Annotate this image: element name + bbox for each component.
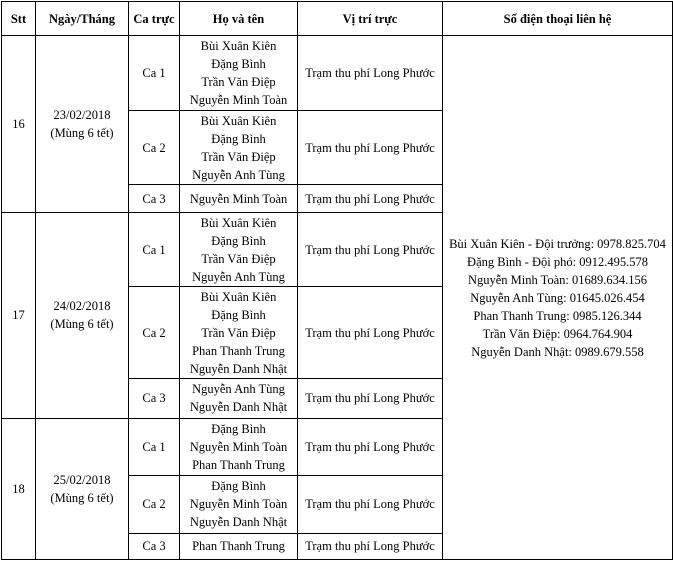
- location-cell: [298, 379, 443, 418]
- location-cell: [298, 287, 443, 379]
- header-stt: Stt: [2, 2, 36, 36]
- names-cell: [180, 287, 298, 379]
- location-cell-line: Trạm thu phí Long Phước: [305, 391, 435, 406]
- names-cell-line: Phan Thanh Trung: [192, 457, 285, 472]
- shift-cell: [129, 287, 180, 379]
- date-cell-line: 23/02/2018: [53, 107, 111, 122]
- names-cell-line: Bùi Xuân Kiên: [200, 289, 277, 304]
- names-cell: [180, 185, 298, 212]
- names-cell: [180, 476, 298, 534]
- names-cell-line: Nguyễn Minh Toàn: [189, 191, 288, 206]
- header-date: Ngày/Tháng: [36, 2, 129, 36]
- names-cell-line: Nguyễn Minh Toàn: [189, 439, 288, 454]
- stt-cell: [2, 36, 36, 213]
- shift-cell-line: Ca 3: [142, 539, 166, 554]
- contacts-cell-line: Nguyễn Minh Toàn: 01689.634.156: [467, 272, 648, 287]
- names-cell: [180, 533, 298, 559]
- names-cell-line: Nguyễn Danh Nhật: [189, 400, 288, 415]
- contacts-cell: [443, 36, 673, 560]
- names-cell-line: Nguyễn Anh Tùng: [192, 167, 285, 182]
- names-cell-line: Đặng Bình: [211, 307, 266, 322]
- contacts-cell-line: Đặng Bình - Đội phó: 0912.495.578: [467, 254, 648, 269]
- date-cell: [36, 36, 129, 213]
- shift-cell-line: Ca 2: [142, 140, 166, 155]
- contacts-cell-line: Nguyễn Danh Nhật: 0989.679.558: [471, 344, 644, 359]
- names-cell-line: Trần Văn Điệp: [201, 325, 276, 340]
- header-name: Họ và tên: [180, 2, 298, 36]
- date-cell-line: 25/02/2018: [53, 472, 111, 487]
- date-cell-line: (Mùng 6 tết): [50, 125, 114, 140]
- names-cell-line: Bùi Xuân Kiên: [200, 215, 277, 230]
- names-cell-line: Phan Thanh Trung: [192, 539, 285, 554]
- header-shift: Ca trực: [129, 2, 180, 36]
- location-cell-line: Trạm thu phí Long Phước: [305, 242, 435, 257]
- names-cell-line: Nguyễn Danh Nhật: [189, 515, 288, 530]
- location-cell-line: Trạm thu phí Long Phước: [305, 65, 435, 80]
- shift-cell: [129, 476, 180, 534]
- location-cell-line: Trạm thu phí Long Phước: [305, 325, 435, 340]
- date-cell: [36, 418, 129, 559]
- shift-cell: [129, 110, 180, 185]
- header-location: Vị trí trực: [298, 2, 443, 36]
- names-cell: [180, 379, 298, 418]
- names-cell-line: Nguyễn Minh Toàn: [189, 92, 288, 107]
- shift-cell-line: Ca 3: [142, 391, 166, 406]
- names-cell-line: Đặng Bình: [211, 56, 266, 71]
- names-cell-line: Bùi Xuân Kiên: [200, 38, 277, 53]
- schedule-body: [2, 36, 673, 560]
- location-cell: [298, 533, 443, 559]
- location-cell: [298, 212, 443, 287]
- location-cell-line: Trạm thu phí Long Phước: [305, 140, 435, 155]
- location-cell: [298, 110, 443, 185]
- names-cell-line: Bùi Xuân Kiên: [200, 113, 277, 128]
- shift-cell: [129, 379, 180, 418]
- contacts-cell-line: Phan Thanh Trung: 0985.126.344: [473, 308, 642, 323]
- header-phone: Số điện thoại liên hệ: [443, 2, 673, 36]
- names-cell: [180, 212, 298, 287]
- stt-cell-line: 18: [12, 481, 25, 496]
- names-cell-line: Phan Thanh Trung: [192, 343, 285, 358]
- duty-schedule-table: [1, 1, 673, 560]
- date-cell-line: 24/02/2018: [53, 299, 111, 314]
- location-cell-line: Trạm thu phí Long Phước: [305, 191, 435, 206]
- location-cell: [298, 36, 443, 111]
- date-cell-line: (Mùng 6 tết): [50, 490, 114, 505]
- stt-cell-line: 17: [12, 308, 25, 323]
- shift-cell: [129, 212, 180, 287]
- contacts-cell-line: Trần Văn Điệp: 0964.764.904: [482, 326, 633, 341]
- shift-cell: [129, 36, 180, 111]
- names-cell: [180, 110, 298, 185]
- location-cell-line: Trạm thu phí Long Phước: [305, 539, 435, 554]
- stt-cell: [2, 212, 36, 418]
- names-cell-line: Trần Văn Điệp: [201, 74, 276, 89]
- names-cell-line: Đặng Bình: [211, 131, 266, 146]
- names-cell-line: Đặng Bình: [211, 421, 266, 436]
- names-cell-line: Đặng Bình: [211, 233, 266, 248]
- date-cell: [36, 212, 129, 418]
- stt-cell: [2, 418, 36, 559]
- shift-cell: [129, 533, 180, 559]
- names-cell-line: Nguyễn Danh Nhật: [189, 361, 288, 376]
- names-cell-line: Nguyễn Anh Tùng: [192, 269, 285, 284]
- stt-cell-line: 16: [12, 116, 25, 131]
- contacts-cell-line: Nguyễn Anh Tùng: 01645.026.454: [470, 290, 645, 305]
- date-cell-line: (Mùng 6 tết): [50, 317, 114, 332]
- location-cell: [298, 185, 443, 212]
- shift-cell-line: Ca 2: [142, 325, 166, 340]
- shift-cell: [129, 185, 180, 212]
- shift-cell-line: Ca 2: [142, 497, 166, 512]
- location-cell-line: Trạm thu phí Long Phước: [305, 497, 435, 512]
- names-cell-line: Trần Văn Điệp: [201, 149, 276, 164]
- names-cell: [180, 418, 298, 476]
- contacts-cell-line: Bùi Xuân Kiên - Đội trưởng: 0978.825.704: [449, 236, 666, 251]
- names-cell-line: Nguyễn Minh Toàn: [189, 497, 288, 512]
- table-row: [2, 36, 673, 111]
- shift-cell-line: Ca 1: [142, 242, 166, 257]
- shift-cell: [129, 418, 180, 476]
- location-cell-line: Trạm thu phí Long Phước: [305, 439, 435, 454]
- names-cell-line: Trần Văn Điệp: [201, 251, 276, 266]
- shift-cell-line: Ca 1: [142, 65, 166, 80]
- location-cell: [298, 476, 443, 534]
- header-row: [2, 2, 673, 36]
- names-cell-line: Đặng Bình: [211, 479, 266, 494]
- names-cell: [180, 36, 298, 111]
- location-cell: [298, 418, 443, 476]
- shift-cell-line: Ca 1: [142, 439, 166, 454]
- shift-cell-line: Ca 3: [142, 191, 166, 206]
- names-cell-line: Nguyễn Anh Tùng: [192, 382, 285, 397]
